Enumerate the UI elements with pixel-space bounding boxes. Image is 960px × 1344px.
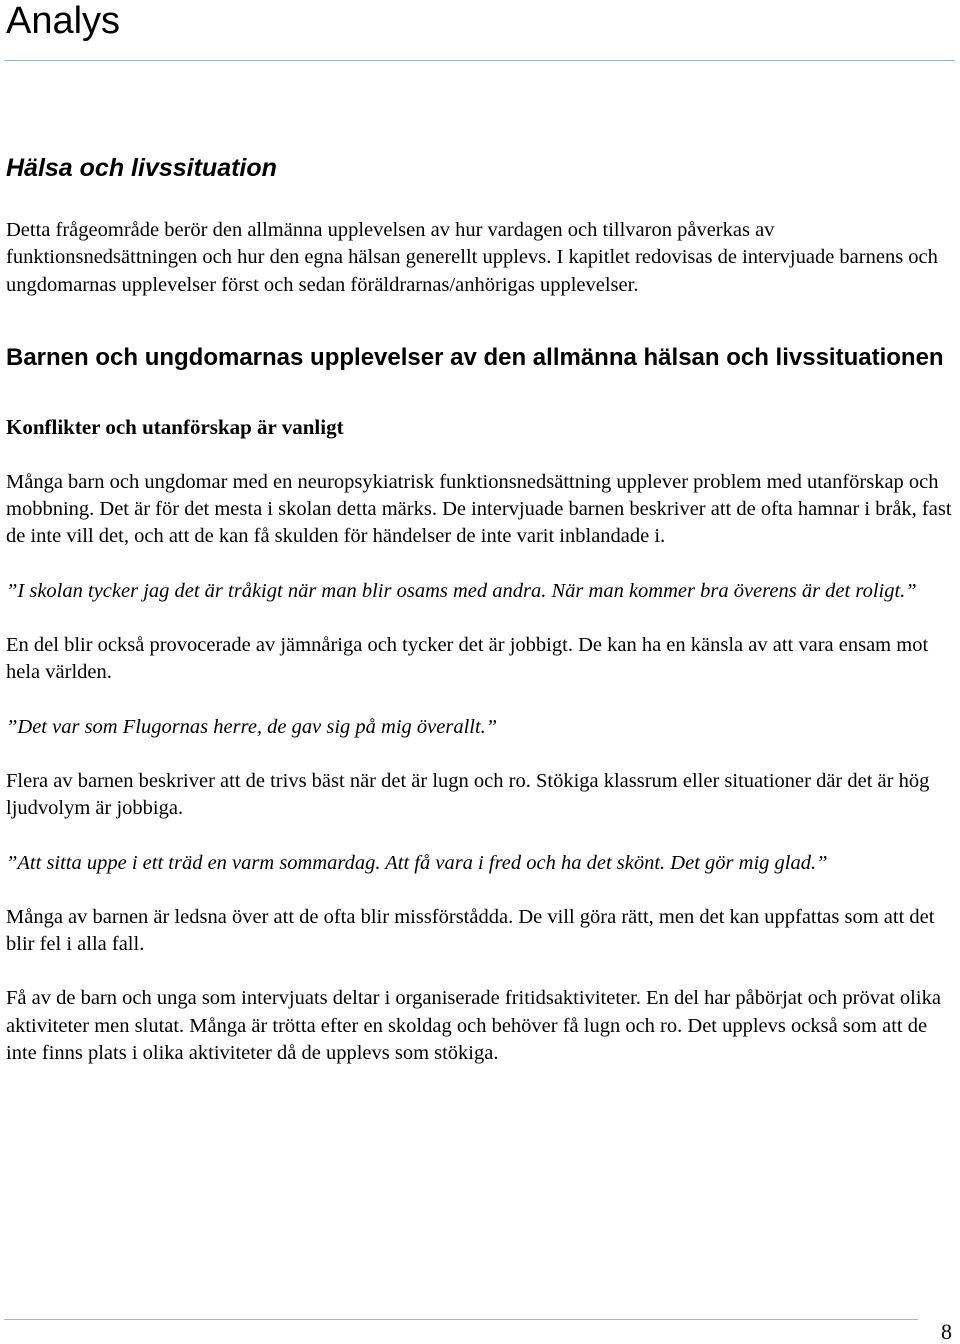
body-paragraph: Många av barnen är ledsna över att de ofta blir missförstådda. De vill göra rätt, men det kan uppfattas som att det blir fel i alla fall. <box>6 905 935 956</box>
quote-paragraph: ”Att sitta uppe i ett träd en varm sommardag. Att få vara i fred och ha det skönt. Det gör mig glad.” <box>6 851 828 874</box>
document-body <box>6 150 954 1067</box>
topic-heading: Konflikter och utanförskap är vanligt <box>6 414 344 439</box>
body-paragraph: Flera av barnen beskriver att de trivs bäst när det är lugn och ro. Stökiga klassrum eller situationer där det är hög ljudvolym är jobbiga. <box>6 769 930 820</box>
body-paragraph: En del blir också provocerade av jämnåriga och tycker det är jobbigt. De kan ha en känsla av att vara ensam mot hela världen. <box>6 634 929 684</box>
page-number: 8 <box>941 1319 952 1344</box>
page-title: Analys <box>6 0 121 42</box>
intro-paragraph: Detta frågeområde berör den allmänna upplevelsen av hur vardagen och tillvaron påverkas av funktionsnedsättningen och hur den egna hälsan generellt upplevs. I kapitlet redovisas de intervjuade barnens och ungdomarnas upplevelser först och sedan föräldrarnas/anhörigas upplevelser. <box>6 219 938 296</box>
quote-paragraph: ”Det var som Flugornas herre, de gav sig på mig överallt.” <box>6 715 498 738</box>
subsection-heading: Barnen och ungdomarnas upplevelser av den allmänna hälsan och livssituationen <box>6 343 944 371</box>
body-paragraph: Få av de barn och unga som intervjuats deltar i organiserade fritidsaktiviteter. En del har påbörjat och prövat olika aktiviteter men slutat. Många är trötta efter en skoldag och behöver få lugn och ro. Det upplevs också som att de inte finns plats i olika aktiviteter då de upplevs som stökiga. <box>6 987 941 1065</box>
title-divider <box>4 60 955 61</box>
body-paragraph: Många barn och ungdomar med en neuropsykiatrisk funktionsnedsättning upplever problem med utanförskap och mobbning. Det är för det mesta i skolan detta märks. De intervjuade barnen beskriver att de ofta hamnar i bråk, fast de inte vill det, och att de kan få skulden för händelser de inte varit inblandade i. <box>6 470 952 548</box>
section-heading: Hälsa och livssituation <box>6 154 277 182</box>
footer-divider <box>4 1319 918 1320</box>
quote-paragraph: ”I skolan tycker jag det är tråkigt när man blir osams med andra. När man kommer bra överens är det roligt.” <box>6 579 917 602</box>
